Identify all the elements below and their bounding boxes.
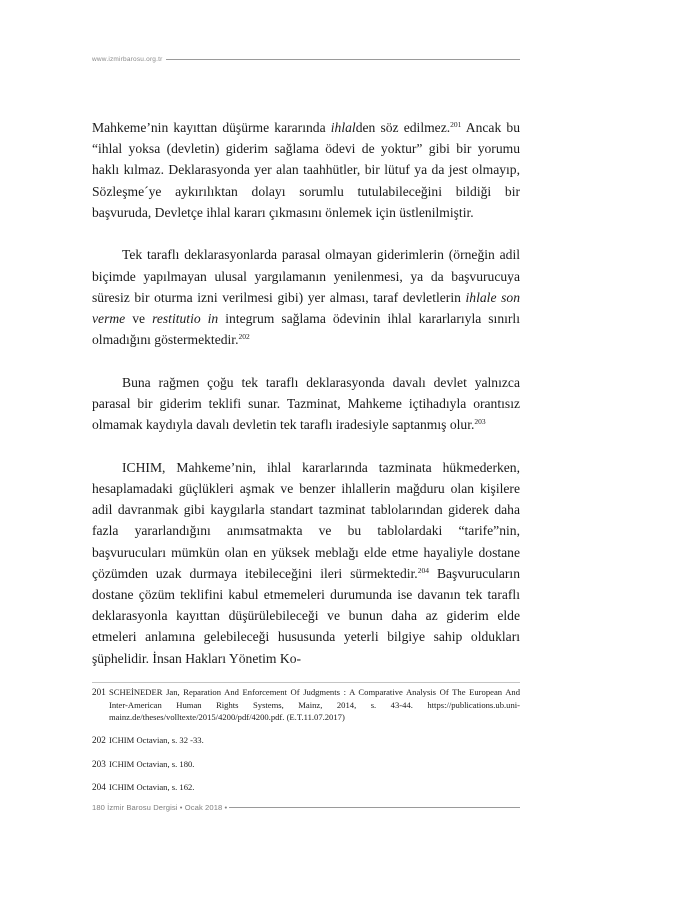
paragraph-3-text-1: Buna rağmen çoğu tek taraflı deklarasyonda davalı devlet yalnızca parasal bir giderim teklifi sunar. Tazminat, Mahkeme içtihadıyla orantısız olmamak kaydıyla davalı devletin tek taraflı iradesiyle saptanmış olur. [92, 374, 520, 433]
footnote-202 [92, 734, 520, 747]
footnote-number: 204 [92, 781, 106, 792]
paragraph-1-text-1: Mahkeme’nin kayıttan düşürme kararında [92, 120, 331, 135]
paragraph-1-text-2: den söz edilmez. [355, 120, 451, 135]
paragraph-2-emphasis-1: ihlale son verme [92, 289, 520, 327]
footnotes [92, 682, 520, 804]
footnote-text: ICHIM Octavian, s. 162. [109, 781, 195, 792]
header-rule [166, 59, 521, 60]
footer-text: 180 İzmir Barosu Dergisi • Ocak 2018 • [92, 802, 228, 812]
paragraph-4 [92, 457, 520, 669]
footnote-number: 201 [92, 687, 106, 697]
footnote-ref-202[interactable]: 202 [238, 332, 250, 342]
footnote-203 [92, 758, 520, 771]
footnote-text: SCHEİNEDER Jan, Reparation And Enforcement Of Judgments : A Comparative Analysis Of The European And Inter-American Human Rights Systems, Mainz, 2014, s. 43-44. https://publications.ub.uni-mainz.de/theses/volltexte/2015/4200/pdf/4200.pdf. (E.T.11.07.2017) [109, 687, 520, 723]
footnote-204 [92, 781, 520, 794]
footer-rule [229, 807, 520, 808]
footnote-separator [92, 682, 520, 683]
paragraph-1-emphasis-1: ihlal [330, 120, 356, 135]
paragraph-2-text-2: ve [125, 311, 153, 327]
footnote-201 [92, 686, 520, 724]
paragraph-1-text-3: Ancak bu “ihlal yoksa (devletin) giderim sağlama ödevi de yoktur” gibi bir yorumu haklı kılmaz. Deklarasyonda yer alan taahhütler, bir lütuf ya da jest olmayıp, Sözleşme´ye aykırılıktan dolayı sorumlu tutulabileceğini bildiği bir başvuruda, Devletçe ihlal kararı çıkmasını önlemek için üstlenilmiştir. [92, 120, 520, 220]
paragraph-2-emphasis-2: restitutio in [152, 311, 219, 327]
header-url: www.izmirbarosu.org.tr [92, 55, 163, 63]
page-header [92, 52, 520, 66]
paragraph-2-text-3: integrum sağlama ödevinin ihlal kararlarıyla sınırlı olmadığını göstermektedir. [92, 311, 520, 348]
paragraph-4-text-1: ICHIM, Mahkeme’nin, ihlal kararlarında tazminata hükmederken, hesaplamadaki güçlükleri aşmak ve benzer ihlallerin mağduru olan kişilere adil davranmak gibi kaygılarla standart tazminat tablolarından giderek daha fazla yararlandığını anımsatmakta ve bu tablolardaki “tarife”nin, başvurucuları mümkün olan en yüksek meblağı elde etme hayaliyle dostane çözümden uzak durmaya itebileceğini ileri sürmektedir. [92, 459, 520, 581]
page-footer [92, 801, 520, 813]
footnote-ref-203[interactable]: 203 [474, 417, 486, 427]
footnote-text: ICHIM Octavian, s. 32 -33. [109, 735, 204, 746]
footnote-ref-204[interactable]: 204 [417, 565, 429, 575]
body-text [92, 117, 520, 690]
footnote-number: 202 [92, 735, 106, 746]
paragraph-1 [92, 117, 520, 223]
paragraph-2 [92, 244, 520, 350]
paragraph-3 [92, 372, 520, 436]
paragraph-2-text-1: Tek taraflı deklarasyonlarda parasal olmayan giderimlerin (örneğin adil biçimde yapılmayan ulusal yargılamanın yenilenmesi, ya da başvurucuya süresiz bir oturma izni verilmesi gibi) yer alması, taraf devletlerin [92, 247, 520, 305]
paragraph-4-text-2: Başvurucuların dostane çözüm teklifini kabul etmemeleri durumunda ise davanın tek taraflı deklarasyonla kayıttan düşürülebileceği ve bunun daha az giderim elde etmeleri anlamına gelebileceği hususunda yeterli bilgiye sahip oldukları şüphelidir. İnsan Hakları Yönetim Ko- [92, 565, 520, 666]
footnote-ref-201[interactable]: 201 [450, 120, 462, 129]
footnote-number: 203 [92, 758, 106, 769]
footnote-text: ICHIM Octavian, s. 180. [109, 758, 195, 769]
